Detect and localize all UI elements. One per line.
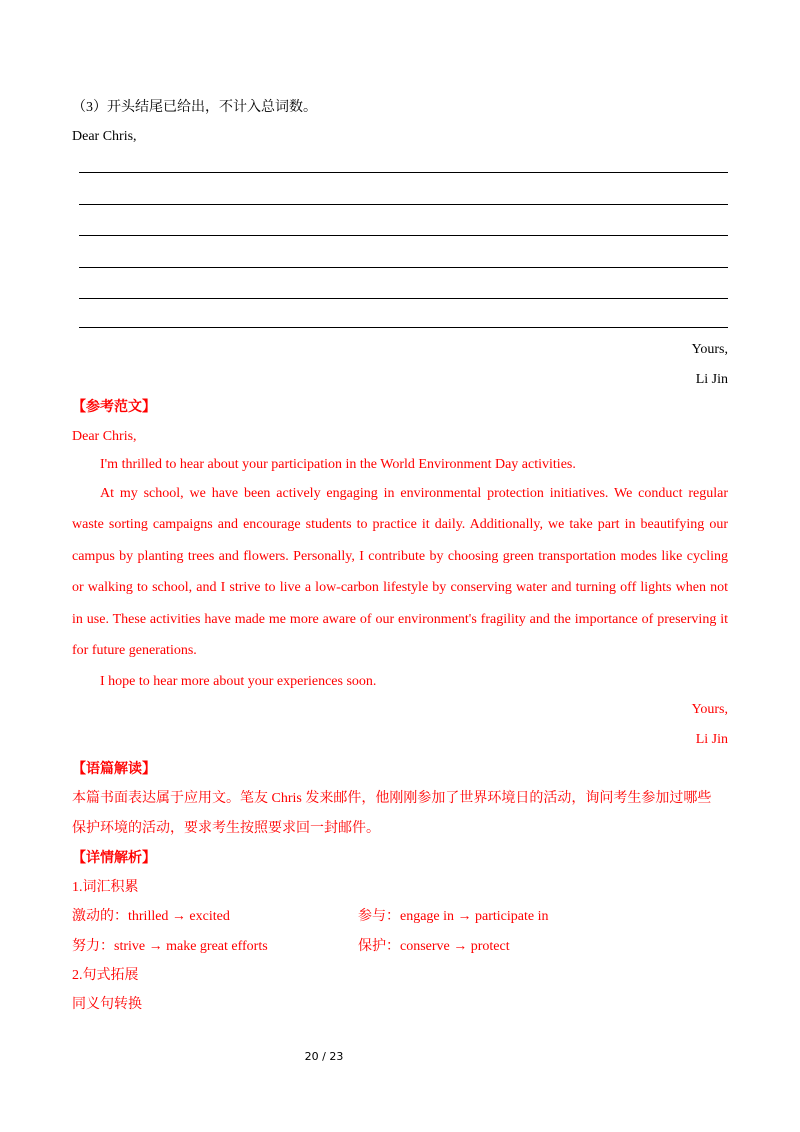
vocab-item: 努力：strive → make great efforts	[72, 939, 268, 954]
reference-signature: Li Jin	[695, 732, 728, 747]
sentence-section-title: 2.句式拓展	[72, 968, 139, 983]
writing-line	[79, 267, 728, 268]
vocab-section-title: 1.词汇积累	[72, 880, 139, 895]
writing-line	[79, 235, 728, 236]
analysis-line-2: 保护环境的活动，要求考生按照要求回一封邮件。	[72, 821, 380, 836]
template-closing: Yours,	[691, 342, 728, 357]
template-signature: Li Jin	[695, 372, 728, 387]
vocab-item: 保护：conserve → protect	[358, 939, 510, 954]
reference-paragraph-2: At my school, we have been actively engaging in environmental protection initiatives. We conduct regular waste sorting campaigns and encourage students to practice it daily. Additionally, we take part in beautifying our campus by planting trees and flowers. Personally, I contribute by choosing green transportation modes like cycling or walking to school, and I strive to live a low-carbon lifestyle by conserving water and turning off lights when not in use. These activities have made me more aware of our environment's fragility and the importance of preserving it for future generations.	[72, 486, 728, 659]
template-salutation: Dear Chris,	[72, 129, 137, 144]
reference-closing: Yours,	[691, 702, 728, 717]
writing-line	[79, 298, 728, 299]
analysis-heading: 【语篇解读】	[72, 762, 156, 777]
instruction-text: （3）开头结尾已给出，不计入总词数。	[72, 100, 317, 115]
sentence-section-subtitle: 同义句转换	[72, 997, 142, 1012]
reference-salutation: Dear Chris,	[72, 429, 137, 444]
reference-heading: 【参考范文】	[72, 400, 156, 415]
reference-paragraph-3: I hope to hear more about your experiences soon.	[100, 674, 377, 689]
page-number: 20 / 23	[304, 1050, 344, 1063]
reference-paragraph-1: I'm thrilled to hear about your participation in the World Environment Day activities.	[100, 457, 576, 472]
vocab-item: 参与：engage in → participate in	[358, 909, 549, 924]
vocab-item: 激动的：thrilled → excited	[72, 909, 230, 924]
analysis-line-1: 本篇书面表达属于应用文。笔友 Chris 发来邮件，他刚刚参加了世界环境日的活动，询问考生参加过哪些	[72, 791, 712, 806]
writing-line	[79, 204, 728, 205]
writing-line	[79, 172, 728, 173]
details-heading: 【详情解析】	[72, 851, 156, 866]
writing-line	[79, 327, 728, 328]
